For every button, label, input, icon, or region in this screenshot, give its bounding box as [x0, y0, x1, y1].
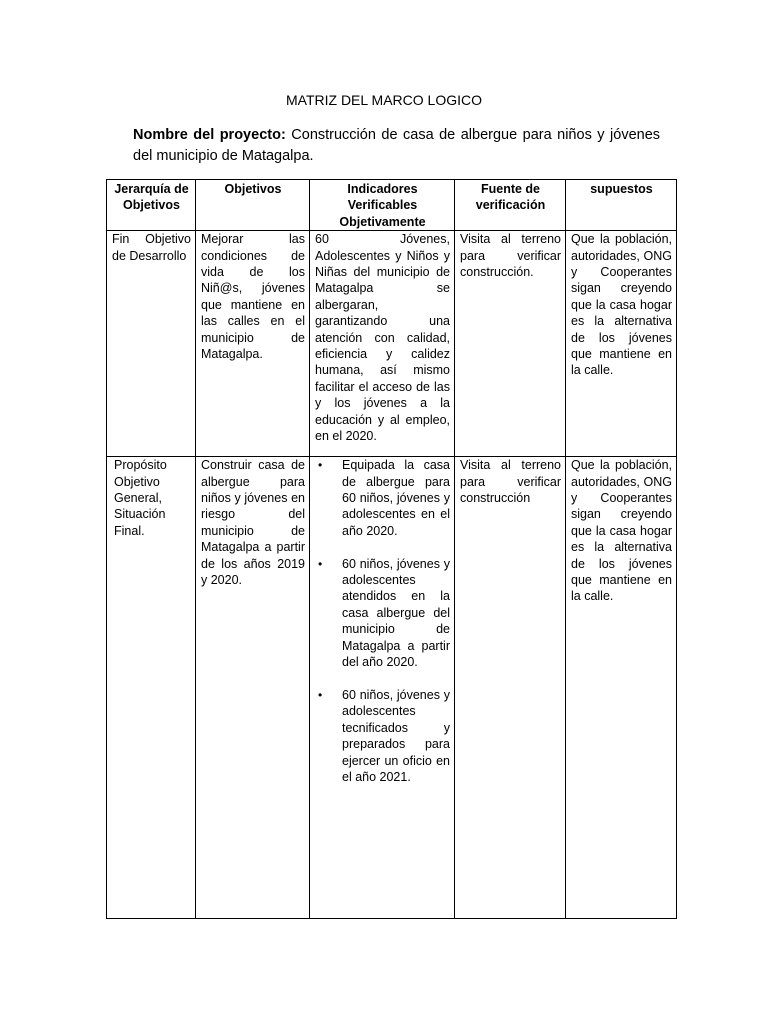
cell-jerarquia: Fin Objetivo de Desarrollo: [107, 231, 196, 457]
list-item: [318, 687, 450, 785]
bullet-icon: •: [318, 458, 323, 473]
project-name-label: Nombre del proyecto:: [133, 127, 286, 143]
project-name-text: Construcción de casa de albergue para niños y jóvenes del municipio de Matagalpa.: [133, 127, 661, 164]
cell-indicadores: [310, 457, 455, 919]
header-fuente: Fuente de verificación: [455, 180, 566, 231]
header-objetivos: Objetivos: [196, 180, 310, 231]
project-name-paragraph: [133, 125, 660, 167]
cell-jerarquia: Propósito Objetivo General, Situación Final.: [107, 457, 196, 919]
bullet-icon: •: [318, 556, 323, 571]
cell-supuestos: Que la población, autoridades, ONG y Cooperantes sigan creyendo que la casa hogar es la alternativa de los jóvenes que mantiene en la calle.: [566, 231, 677, 457]
indicator-text: Equipada la casa de albergue para 60 niños, jóvenes y adolescentes en el año 2020.: [342, 458, 450, 538]
cell-fuente: Visita al terreno para verificar construcción: [455, 457, 566, 919]
indicator-text: 60 niños, jóvenes y adolescentes atendidos en la casa albergue del municipio de Matagalpa a partir del año 2020.: [342, 556, 450, 670]
bullet-icon: •: [318, 687, 323, 702]
cell-supuestos: Que la población, autoridades, ONG y Cooperantes sigan creyendo que la casa hogar es la alternativa de los jóvenes que mantiene en la calle.: [566, 457, 677, 919]
table-row-proposito: [107, 457, 677, 919]
list-item: [318, 457, 450, 539]
header-indicadores: Indicadores Verificables Objetivamente: [310, 180, 455, 231]
cell-objetivos: Mejorar las condiciones de vida de los Niñ@s, jóvenes que mantiene en las calles en el municipio de Matagalpa.: [196, 231, 310, 457]
cell-objetivos: Construir casa de albergue para niños y jóvenes en riesgo del municipio de Matagalpa a partir de los años 2019 y 2020.: [196, 457, 310, 919]
header-supuestos: supuestos: [566, 180, 677, 231]
indicator-text: 60 niños, jóvenes y adolescentes tecnificados y preparados para ejercer un oficio en el año 2021.: [342, 687, 450, 784]
cell-indicadores: 60 Jóvenes, Adolescentes y Niños y Niñas del municipio de Matagalpa se albergaran, garantizando una atención con calidad, eficiencia y calidez humana, así mismo facilitar el acceso de las y los jóvenes a la educación y al empleo, en el 2020.: [310, 231, 455, 457]
header-jerarquia: Jerarquía de Objetivos: [107, 180, 196, 231]
table-row-fin: [107, 231, 677, 457]
indicator-list: [315, 457, 450, 785]
table-header-row: [107, 180, 677, 231]
logical-framework-table: [106, 179, 677, 919]
document-title: MATRIZ DEL MARCO LOGICO: [285, 92, 482, 108]
cell-fuente: Visita al terreno para verificar construcción.: [455, 231, 566, 457]
list-item: [318, 556, 450, 671]
